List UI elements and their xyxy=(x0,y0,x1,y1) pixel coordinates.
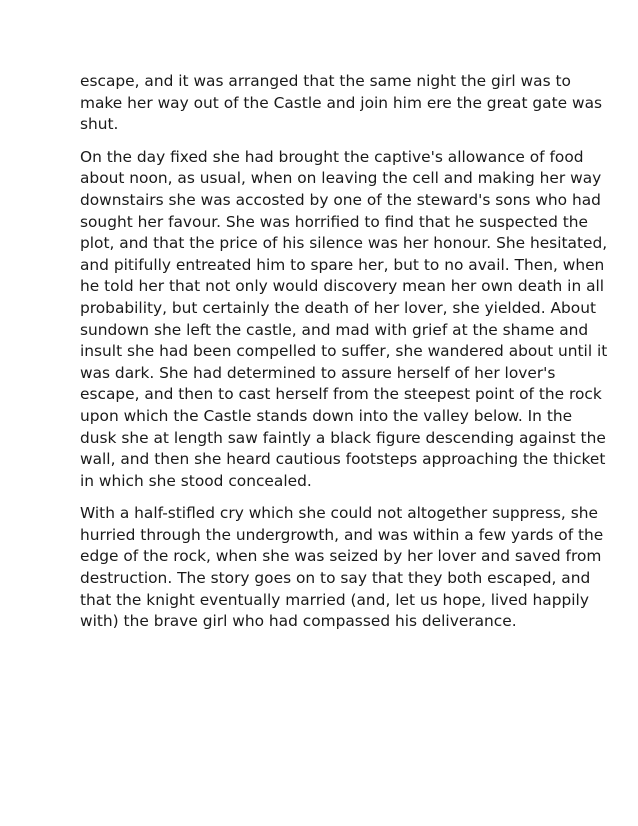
text-line: probability, but certainly the death of her lover, she yielded. About xyxy=(80,298,596,317)
text-line: he told her that not only would discovery mean her own death in all xyxy=(80,277,605,296)
text-line: with) the brave girl who had compassed his deliverance. xyxy=(80,612,517,631)
text-line: make her way out of the Castle and join him ere the great gate was xyxy=(80,93,603,112)
text-line: escape, and then to cast herself from the steepest point of the rock xyxy=(80,385,602,404)
text-line: hurried through the undergrowth, and was within a few yards of the xyxy=(80,525,604,544)
text-line: wall, and then she heard cautious footsteps approaching the thicket xyxy=(80,450,606,469)
text-line: plot, and that the price of his silence was her honour. She hesitated, xyxy=(80,234,608,253)
text-line: escape, and it was arranged that the same night the girl was to xyxy=(80,72,571,90)
text-line: and pitifully entreated him to spare her, but to no avail. Then, when xyxy=(80,255,605,274)
text-line: upon which the Castle stands down into the valley below. In the xyxy=(80,406,573,425)
text-line: sundown she left the castle, and mad with grief at the shame and xyxy=(80,320,589,339)
text-line: in which she stood concealed. xyxy=(80,471,312,490)
text-line: On the day fixed she had brought the captive's allowance of food xyxy=(80,147,584,166)
text-line: destruction. The story goes on to say that they both escaped, and xyxy=(80,569,591,588)
text-line: downstairs she was accosted by one of the steward's sons who had xyxy=(80,190,601,209)
text-line: was dark. She had determined to assure herself of her lover's xyxy=(80,363,556,382)
text-line: edge of the rock, when she was seized by her lover and saved from xyxy=(80,547,602,566)
text-line: dusk she at length saw faintly a black figure descending against the xyxy=(80,428,606,447)
text-line: about noon, as usual, when on leaving the cell and making her way xyxy=(80,169,602,188)
text-line: With a half-stifled cry which she could not altogether suppress, she xyxy=(80,504,598,523)
text-line: insult she had been compelled to suffer, she wandered about until it xyxy=(80,342,608,361)
document-page xyxy=(80,71,608,644)
paragraph-1 xyxy=(80,71,603,136)
paragraph-3 xyxy=(80,503,604,633)
text-line: shut. xyxy=(80,115,119,134)
paragraph-2 xyxy=(80,147,608,493)
text-line: that the knight eventually married (and, let us hope, lived happily xyxy=(80,590,589,609)
text-line: sought her favour. She was horrified to find that he suspected the xyxy=(80,212,589,231)
